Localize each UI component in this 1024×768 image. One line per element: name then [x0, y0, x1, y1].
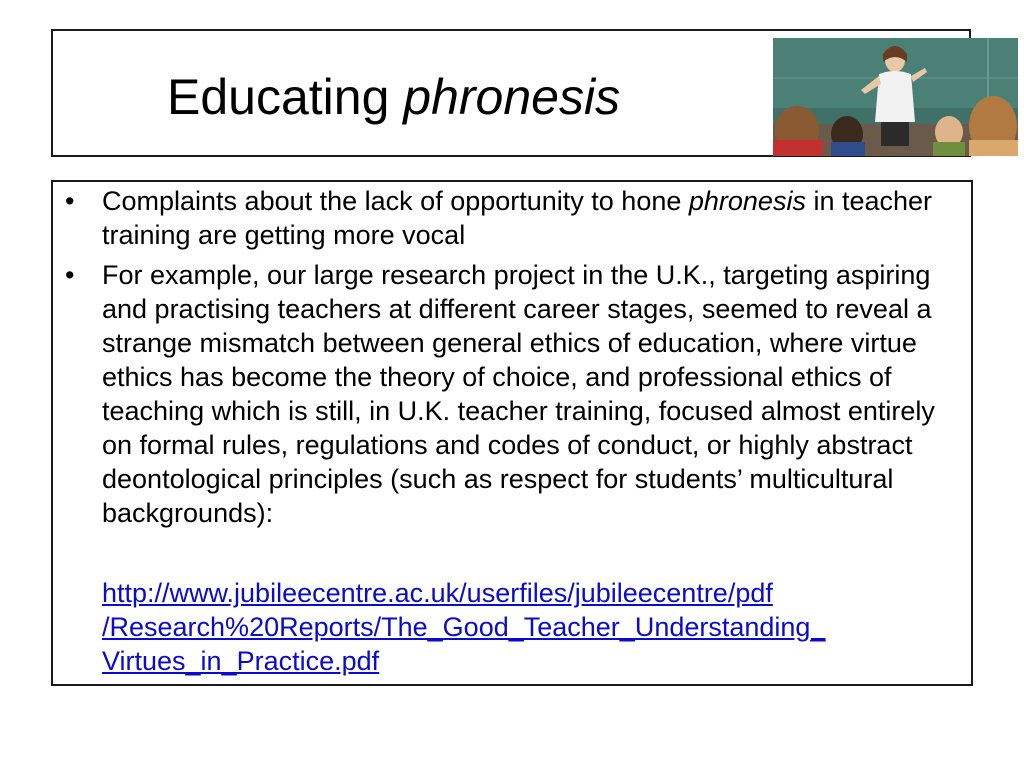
link-line-2: /Research%20Reports/The_Good_Teacher_Understanding_ — [102, 612, 826, 642]
bullet-item — [59, 184, 969, 252]
bullet-dot: • — [65, 260, 75, 290]
classroom-photo — [773, 38, 1018, 156]
link-line-1: http://www.jubileecentre.ac.uk/userfiles/jubileecentre/pdf — [102, 578, 773, 608]
bullet-text-suffix: in teacher training are getting more vocal — [102, 186, 933, 250]
bullet-text-italic: phronesis — [688, 186, 806, 216]
title-box — [51, 29, 971, 157]
title-italic: phronesis — [403, 69, 621, 125]
report-link[interactable] — [102, 578, 825, 676]
slide-title — [167, 67, 620, 127]
link-line-3: Virtues_in_Practice.pdf — [102, 646, 380, 676]
bullet-text-prefix: Complaints about the lack of opportunity to hone — [102, 186, 689, 216]
content-box — [51, 180, 973, 686]
report-link-block — [102, 576, 968, 678]
bullet-item — [59, 258, 969, 530]
title-prefix: Educating — [167, 69, 404, 125]
bullet-text: For example, our large research project in the U.K., targeting aspiring and practising teachers at different career stages, seemed to reveal a strange mismatch between general ethics of education, where virtue ethics has become the theory of choice, and professional ethics of teaching which is still, in U.K. teacher training, focused almost entirely on formal rules, regulations and codes of conduct, or highly abstract deontological principles (such as respect for students’ multicultural backgrounds): — [102, 260, 935, 528]
bullet-list — [59, 184, 969, 536]
bullet-dot: • — [65, 186, 75, 216]
